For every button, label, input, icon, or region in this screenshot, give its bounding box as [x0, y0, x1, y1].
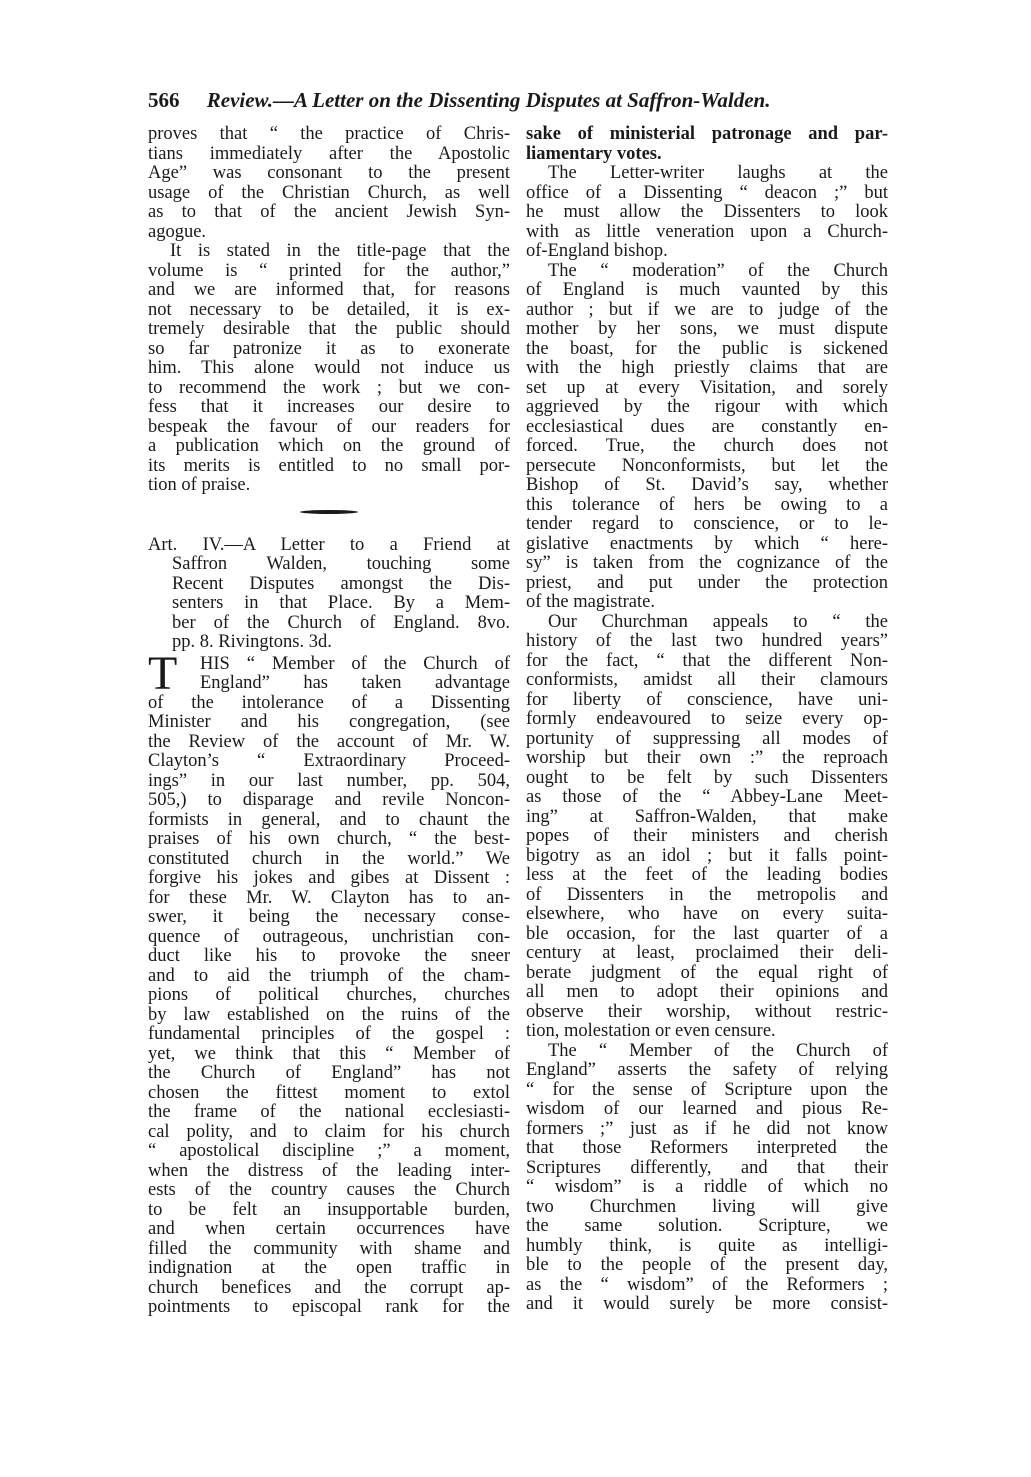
text-line: tians immediately after the Apostolic	[148, 143, 510, 164]
text-line: as those of the “ Abbey-Lane Meet-	[526, 787, 888, 807]
text-line: ought to be felt by such Dissenters	[526, 767, 888, 788]
text-line: “ apostolical discipline ;” a moment,	[148, 1141, 510, 1161]
text-line: tender regard to conscience, or to le-	[526, 514, 888, 534]
text-line: humbly think, is quite as intelligi-	[526, 1235, 888, 1256]
text-line: of Dissenters in the metropolis and	[526, 884, 888, 905]
text-line: of-England bishop.	[526, 241, 668, 261]
text-line: bigotry as an idol ; but it falls point-	[526, 845, 888, 866]
text-line: yet, we think that this “ Member of	[148, 1043, 510, 1064]
text-line: that those Reformers interpreted the	[526, 1138, 888, 1158]
right-column	[526, 125, 888, 1315]
left-column	[148, 125, 510, 1318]
text-line: quence of outrageous, unchristian con-	[148, 926, 510, 947]
text-line: forced. True, the church does not	[526, 436, 888, 456]
text-line: ber of the Church of England. 8vo.	[172, 612, 510, 633]
text-line: It is stated in the title-page that the	[170, 241, 510, 261]
text-line: forgive his jokes and gibes at Dissent :	[148, 868, 510, 888]
text-line: and to aid the triumph of the cham-	[148, 965, 510, 986]
text-line: to recommend the work ; but we con-	[148, 377, 510, 398]
paragraph	[148, 242, 510, 496]
text-line: of England is much vaunted by this	[526, 280, 888, 300]
text-line: and it would surely be more consist-	[526, 1294, 888, 1314]
text-line: and we are informed that, for reasons	[148, 280, 510, 300]
text-line: this tolerance of hers be owing to a	[526, 494, 888, 515]
text-line: formly endeavoured to seize every op-	[526, 709, 888, 729]
paragraph	[526, 262, 888, 613]
text-line: portunity of suppressing all modes of	[526, 728, 888, 749]
text-line: swer, it being the necessary conse-	[148, 907, 510, 927]
text-line: ble occasion, for the last quarter of a	[526, 923, 888, 944]
text-line: elsewhere, who have on every suita-	[526, 904, 888, 924]
text-line: observe their worship, without restric-	[526, 1001, 888, 1022]
text-line: sake of ministerial patronage and par-	[526, 124, 888, 144]
text-line: tion of praise.	[148, 475, 251, 495]
text-line: ings” in our last number, pp. 504,	[148, 770, 510, 791]
text-line: aggrieved by the rigour with which	[526, 397, 888, 417]
text-line: ecclesiastical dues are constantly en-	[526, 416, 888, 437]
paragraph	[148, 694, 510, 1318]
text-line: for liberty of conscience, have uni-	[526, 689, 888, 710]
text-line: agogue.	[148, 221, 207, 242]
text-line: fundamental principles of the gospel :	[148, 1024, 510, 1044]
text-line: a publication which on the ground of	[148, 436, 510, 456]
text-line: Art. IV.—A Letter to a Friend at	[148, 534, 510, 555]
text-line: not necessary to be detailed, it is ex-	[148, 299, 510, 320]
text-line: chosen the fittest moment to extol	[148, 1082, 510, 1103]
text-line: him. This alone would not induce us	[148, 358, 510, 378]
section-separator	[300, 510, 358, 514]
text-line: Minister and his congregation, (see	[148, 712, 510, 732]
text-line: century at least, proclaimed their deli-	[526, 943, 888, 963]
text-line: duct like his to provoke the sneer	[148, 946, 510, 966]
text-line: bespeak the favour of our readers for	[148, 416, 510, 437]
text-line: pp. 8. Rivingtons. 3d.	[172, 632, 332, 652]
text-line: the Church of England” has not	[148, 1063, 510, 1083]
text-line: Saffron Walden, touching some	[172, 554, 510, 574]
text-line: its merits is entitled to no small por-	[148, 455, 510, 476]
text-line: church benefices and the corrupt ap-	[148, 1277, 510, 1298]
text-line: the same solution. Scripture, we	[526, 1216, 888, 1236]
text-line: with as little veneration upon a Church-	[526, 221, 888, 242]
text-line: less at the feet of the leading bodies	[526, 865, 888, 885]
text-line: the Review of the account of Mr. W.	[148, 731, 510, 752]
paragraph	[526, 164, 888, 262]
text-line: priest, and put under the protection	[526, 572, 888, 593]
text-line: England” has taken advantage	[200, 673, 510, 693]
text-line: all men to adopt their opinions and	[526, 982, 888, 1002]
text-line: for these Mr. W. Clayton has to an-	[148, 887, 510, 908]
text-line: sy” is taken from the cognizance of the	[526, 553, 888, 573]
text-line: “ wisdom” is a riddle of which no	[526, 1177, 888, 1197]
text-line: berate judgment of the equal right of	[526, 962, 888, 983]
text-line: the frame of the national ecclesiasti-	[148, 1102, 510, 1122]
article-heading	[148, 536, 510, 653]
text-line: formists in general, and to chaunt the	[148, 809, 510, 830]
paragraph	[526, 1042, 888, 1315]
text-line: cal polity, and to claim for his church	[148, 1121, 510, 1142]
text-line: pointments to episcopal rank for the	[148, 1297, 510, 1317]
text-line: The Letter-writer laughs at the	[548, 163, 888, 183]
text-line: wisdom of our learned and pious Re-	[526, 1099, 888, 1119]
text-line: of the magistrate.	[526, 592, 655, 612]
page-number: 566	[148, 88, 180, 112]
text-line: Our Churchman appeals to “ the	[548, 611, 888, 632]
text-line: senters in that Place. By a Mem-	[172, 593, 510, 613]
text-line: tion, molestation or even censure.	[526, 1021, 776, 1041]
text-line: tremely desirable that the public should	[148, 319, 510, 339]
text-line: set up at every Visitation, and sorely	[526, 377, 888, 398]
text-line: as the “ wisdom” of the Reformers ;	[526, 1274, 888, 1295]
text-line: when the distress of the leading inter-	[148, 1160, 510, 1181]
text-line: popes of their ministers and cherish	[526, 826, 888, 846]
text-line: so far patronize it as to exonerate	[148, 338, 510, 359]
text-line: gislative enactments by which “ here-	[526, 533, 888, 554]
text-line: for the fact, “ that the different Non-	[526, 650, 888, 671]
text-line: Age” was consonant to the present	[148, 163, 510, 183]
text-line: The “ moderation” of the Church	[548, 260, 888, 281]
text-line: 505,) to disparage and revile Noncon-	[148, 790, 510, 810]
text-line: pions of political churches, churches	[148, 985, 510, 1005]
text-line: proves that “ the practice of Chris-	[148, 124, 510, 144]
text-line: ing” at Saffron-Walden, that make	[526, 806, 888, 827]
text-line: office of a Dissenting “ deacon ;” but	[526, 182, 888, 203]
paragraph	[526, 613, 888, 1042]
text-line: Clayton’s “ Extraordinary Proceed-	[148, 751, 510, 771]
text-line: as to that of the ancient Jewish Syn-	[148, 202, 510, 222]
text-line: Scriptures differently, and that their	[526, 1157, 888, 1178]
text-line: HIS “ Member of the Church of	[200, 653, 510, 674]
text-line: constituted church in the world.” We	[148, 848, 510, 869]
text-line: worship but their own :” the reproach	[526, 748, 888, 768]
text-line: conformists, amidst all their clamours	[526, 670, 888, 690]
drop-cap-paragraph	[148, 646, 510, 700]
text-line: history of the last two hundred years”	[526, 631, 888, 651]
text-line: England” asserts the safety of relying	[526, 1060, 888, 1080]
text-line: persecute Nonconformists, but let the	[526, 455, 888, 476]
text-line: two Churchmen living will give	[526, 1196, 888, 1217]
text-line: formers ;” just as if he did not know	[526, 1118, 888, 1139]
text-line: ests of the country causes the Church	[148, 1180, 510, 1200]
text-line: fess that it increases our desire to	[148, 397, 510, 417]
text-line: usage of the Christian Church, as well	[148, 182, 510, 203]
drop-cap-lines	[148, 646, 510, 700]
text-line: liamentary votes.	[526, 143, 662, 164]
text-line: volume is “ printed for the author,”	[148, 260, 510, 281]
text-line: of the intolerance of a Dissenting	[148, 692, 510, 713]
text-line: with the high priestly claims that are	[526, 358, 888, 378]
text-line: author ; but if we are to judge of the	[526, 299, 888, 320]
text-line: praises of his own church, “ the best-	[148, 829, 510, 849]
text-line: and when certain occurrences have	[148, 1219, 510, 1239]
text-line: indignation at the open traffic in	[148, 1258, 510, 1278]
text-line: ble to the people of the present day,	[526, 1255, 888, 1275]
text-line: he must allow the Dissenters to look	[526, 202, 888, 222]
text-line: Bishop of St. David’s say, whether	[526, 475, 888, 495]
text-line: the boast, for the public is sickened	[526, 338, 888, 359]
paragraph	[526, 125, 888, 164]
text-line: mother by her sons, we must dispute	[526, 319, 888, 339]
text-line: by law established on the ruins of the	[148, 1004, 510, 1025]
text-line: to be felt an insupportable burden,	[148, 1199, 510, 1220]
text-line: The “ Member of the Church of	[548, 1040, 888, 1061]
text-line: Recent Disputes amongst the Dis-	[172, 573, 510, 594]
page-header	[148, 86, 888, 116]
drop-cap: T	[148, 646, 178, 700]
paragraph	[148, 125, 510, 242]
text-line: “ for the sense of Scripture upon the	[526, 1079, 888, 1100]
text-line: filled the community with shame and	[148, 1238, 510, 1259]
running-title: Review.—A Letter on the Dissenting Disputes at Saffron-Walden.	[206, 88, 771, 112]
